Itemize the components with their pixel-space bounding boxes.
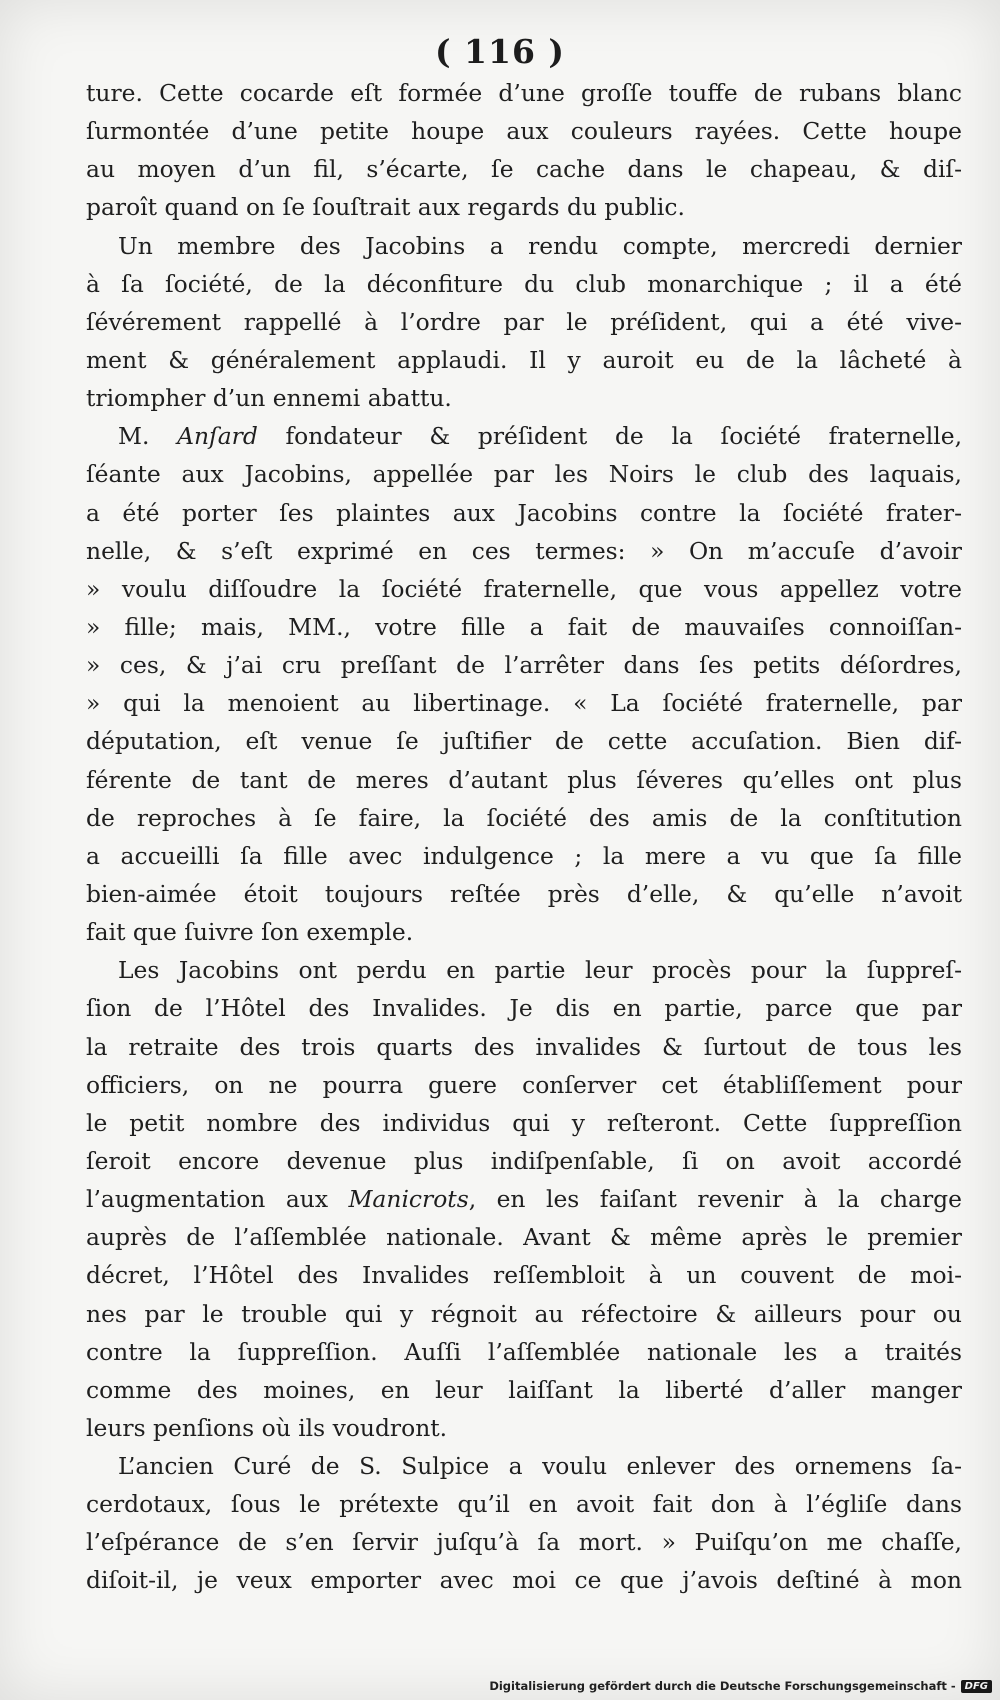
text-line: paroît quand on ſe ſouſtrait aux regards du public. [86, 193, 685, 222]
credit-text: Digitalisierung gefördert durch die Deutsche Forschungsgemeinschaft - [489, 1679, 956, 1693]
text-line: l’eſpérance de s’en ſervir juſqu’à ſa mort. » Puiſqu’on me chaſſe, [86, 1528, 962, 1557]
text-line: ſeroit encore devenue plus indiſpenſable, ſi on avoit accordé [86, 1146, 962, 1175]
text-line: ſurmontée d’une petite houpe aux couleurs rayées. Cette houpe [86, 117, 962, 146]
text-line: le petit nombre des individus qui y reſteront. Cette ſuppreſſion [86, 1108, 962, 1137]
digitization-credit [489, 1676, 992, 1696]
text-line: ment & généralement applaudi. Il y auroit eu de la lâcheté à [86, 345, 962, 374]
text-line: a été porter ſes plaintes aux Jacobins contre la ſociété frater- [86, 498, 962, 527]
text-line: au moyen d’un fil, s’écarte, ſe cache dans le chapeau, & diſ- [86, 155, 962, 184]
text-line: de reproches à ſe faire, la ſociété des amis de la conſtitution [86, 803, 962, 832]
dfg-logo: DFG [961, 1680, 992, 1693]
text-line: fait que ſuivre ſon exemple. [86, 918, 414, 947]
text-line: la retraite des trois quarts des invalides & ſurtout de tous les [86, 1032, 962, 1061]
text-line: Les Jacobins ont perdu en partie leur procès pour la ſuppreſ- [118, 956, 962, 985]
text-line: à ſa ſociété, de la déconfiture du club monarchique ; il a été [86, 269, 962, 298]
page-number: ( 116 ) [434, 32, 566, 71]
text-line: diſoit-il, je veux emporter avec moi ce que j’avois deſtiné à mon [86, 1566, 962, 1595]
text-line: » voulu diſſoudre la ſociété fraternelle, que vous appellez votre [86, 574, 962, 603]
text-line: cerdotaux, ſous le prétexte qu’il en avoit fait don à l’égliſe dans [86, 1490, 962, 1519]
text-line: officiers, on ne pourra guere conſerver cet établiſſement pour [86, 1070, 962, 1099]
text-line: nelle, & s’eſt exprimé en ces termes: » On m’accuſe d’avoir [86, 536, 962, 565]
text-line: férente de tant de meres d’autant plus ſéveres qu’elles ont plus [86, 765, 962, 794]
text-line: » qui la menoient au libertinage. « La ſociété fraternelle, par [86, 689, 962, 718]
text-line: Un membre des Jacobins a rendu compte, mercredi dernier [118, 231, 962, 260]
text-line: ſévérement rappellé à l’ordre par le préſident, qui a été vive- [86, 307, 962, 336]
text-line: contre la ſuppreſſion. Auſſi l’aſſemblée nationale les a traités [86, 1337, 962, 1366]
text-line: députation, eſt venue ſe juſtifier de cette accuſation. Bien dif- [86, 727, 962, 756]
text-line: ſéante aux Jacobins, appellée par les Noirs le club des laquais, [86, 460, 962, 489]
text-line: triompher d’un ennemi abattu. [86, 384, 452, 413]
text-line: M. Anſard fondateur & préſident de la ſociété fraternelle, [118, 422, 962, 451]
text-line: ture. Cette cocarde eſt formée d’une groſſe touffe de rubans blanc [86, 79, 962, 107]
text-line: leurs penſions où ils voudront. [86, 1413, 448, 1442]
text-line: » ces, & j’ai cru preſſant de l’arrêter dans ſes petits déſordres, [86, 651, 962, 680]
text-line: décret, l’Hôtel des Invalides reſſembloit à un couvent de moi- [86, 1261, 962, 1290]
text-line: ſion de l’Hôtel des Invalides. Je dis en partie, parce que par [86, 994, 962, 1023]
text-line: » fille; mais, MM., votre fille a fait de mauvaiſes connoiſſan- [86, 612, 962, 641]
text-line: comme des moines, en leur laiſſant la liberté d’aller manger [86, 1375, 962, 1404]
text-line: nes par le trouble qui y régnoit au réfectoire & ailleurs pour ou [86, 1299, 962, 1328]
text-line: bien-aimée étoit toujours reſtée près d’elle, & qu’elle n’avoit [86, 879, 962, 908]
body-text [86, 74, 962, 1600]
text-line: l’augmentation aux Manicrots, en les faiſant revenir à la charge [86, 1185, 962, 1214]
text-line: auprès de l’aſſemblée nationale. Avant & même après le premier [86, 1223, 962, 1252]
text-line: a accueilli ſa fille avec indulgence ; la mere a vu que ſa fille [86, 841, 962, 870]
text-line: L’ancien Curé de S. Sulpice a voulu enlever des ornemens ſa- [118, 1452, 962, 1481]
